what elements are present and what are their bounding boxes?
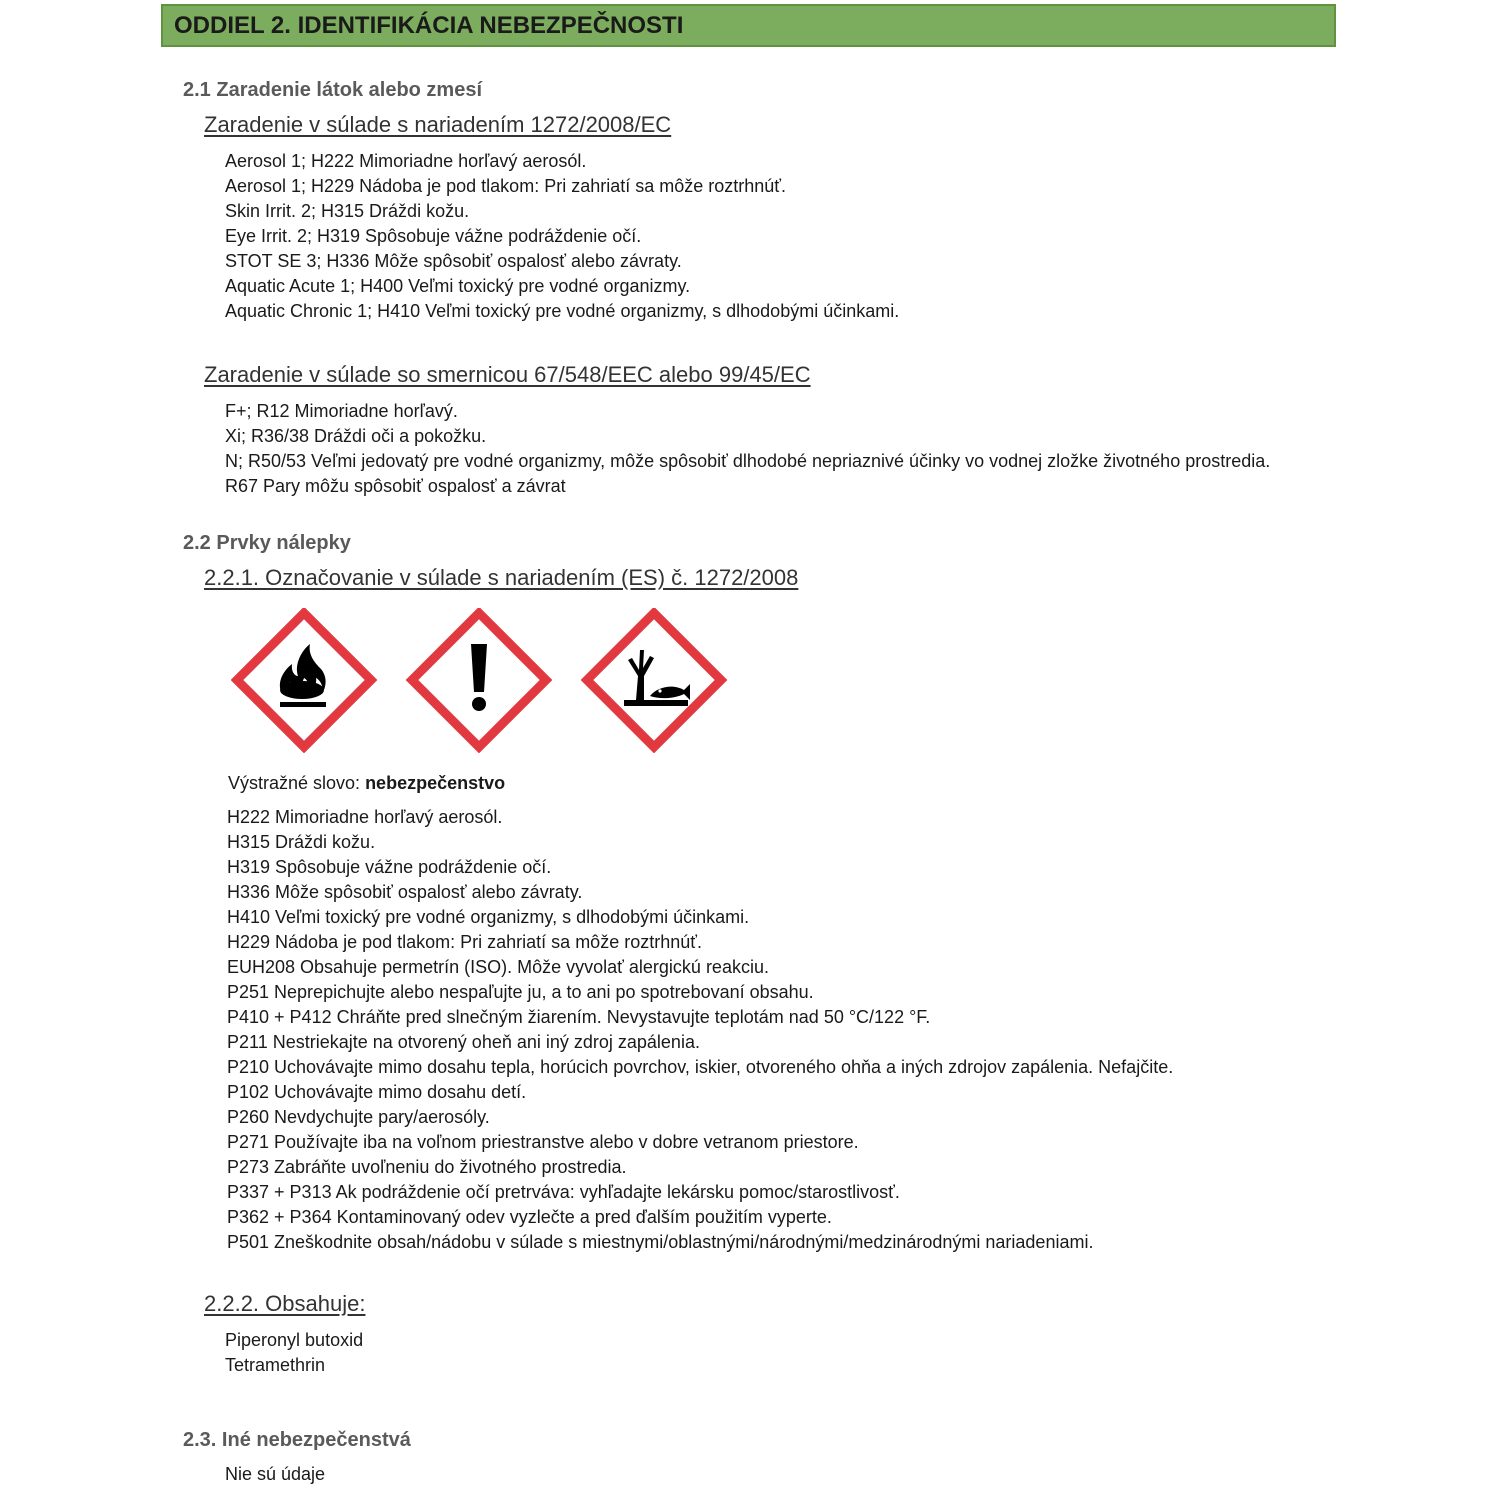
labelling-title: 2.2.1. Označovanie v súlade s nariadením (ES) č. 1272/2008 xyxy=(204,565,799,590)
list-item: H319 Spôsobuje vážne podráždenie očí. xyxy=(227,857,552,877)
flame-icon xyxy=(237,613,371,747)
list-item: P501 Zneškodnite obsah/nádobu v súlade s miestnymi/oblastnými/národnými/medzinárodnými nariadeniami. xyxy=(227,1232,1094,1252)
signal-word-row xyxy=(228,773,505,794)
list-item: P211 Nestriekajte na otvorený oheň ani iný zdroj zapálenia. xyxy=(227,1032,700,1052)
list-item: Aerosol 1; H229 Nádoba je pod tlakom: Pri zahriatí sa môže roztrhnúť. xyxy=(225,176,787,196)
section-2-1-title: 2.1 Zaradenie látok alebo zmesí xyxy=(183,79,483,101)
list-item: H410 Veľmi toxický pre vodné organizmy, s dlhodobými účinkami. xyxy=(227,907,750,927)
list-item: P251 Neprepichujte alebo nespaľujte ju, a to ani po spotrebovaní obsahu. xyxy=(227,982,814,1002)
list-item: H222 Mimoriadne horľavý aerosól. xyxy=(227,807,503,827)
list-item: R67 Pary môžu spôsobiť ospalosť a závrat xyxy=(225,476,566,496)
list-item: Skin Irrit. 2; H315 Dráždi kožu. xyxy=(225,201,470,221)
clp-classification-list xyxy=(225,149,899,324)
list-item: P362 + P364 Kontaminovaný odev vyzlečte a pred ďalším použitím vyperte. xyxy=(227,1207,832,1227)
list-item: H315 Dráždi kožu. xyxy=(227,832,376,852)
list-item: Eye Irrit. 2; H319 Spôsobuje vážne podráždenie očí. xyxy=(225,226,642,246)
section-header: ODDIEL 2. IDENTIFIKÁCIA NEBEZPEČNOSTI xyxy=(161,4,1336,47)
contains-title: 2.2.2. Obsahuje: xyxy=(204,1291,366,1316)
list-item: P410 + P412 Chráňte pred slnečným žiarením. Nevystavujte teplotám nad 50 °C/122 °F. xyxy=(227,1007,931,1027)
list-item: P102 Uchovávajte mimo dosahu detí. xyxy=(227,1082,527,1102)
list-item: STOT SE 3; H336 Môže spôsobiť ospalosť alebo závraty. xyxy=(225,251,682,271)
list-item: Aerosol 1; H222 Mimoriadne horľavý aerosól. xyxy=(225,151,587,171)
list-item: P273 Zabráňte uvoľneniu do životného prostredia. xyxy=(227,1157,627,1177)
environment-icon xyxy=(587,613,721,747)
contains-list xyxy=(225,1328,363,1378)
list-item: Aquatic Acute 1; H400 Veľmi toxický pre vodné organizmy. xyxy=(225,276,691,296)
list-item: Piperonyl butoxid xyxy=(225,1330,364,1350)
list-item: P271 Používajte iba na voľnom priestranstve alebo v dobre vetranom priestore. xyxy=(227,1132,859,1152)
list-item: P337 + P313 Ak podráždenie očí pretrváva: vyhľadajte lekársku pomoc/starostlivosť. xyxy=(227,1182,900,1202)
clp-classification-title: Zaradenie v súlade s nariadením 1272/2008/EC xyxy=(204,112,672,137)
other-hazards-text: Nie sú údaje xyxy=(225,1464,326,1484)
list-item: P260 Nevdychujte pary/aerosóly. xyxy=(227,1107,490,1127)
other-hazards xyxy=(225,1462,325,1487)
list-item: H229 Nádoba je pod tlakom: Pri zahriatí sa môže roztrhnúť. xyxy=(227,932,702,952)
dsd-classification-list xyxy=(225,399,1295,499)
list-item: EUH208 Obsahuje permetrín (ISO). Môže vyvolať alergickú reakciu. xyxy=(227,957,769,977)
ghs-pictograms xyxy=(231,608,731,753)
section-2-3-title: 2.3. Iné nebezpečenstvá xyxy=(183,1429,411,1451)
hazard-precautionary-statements xyxy=(227,805,1173,1255)
section-2-2-title: 2.2 Prvky nálepky xyxy=(183,532,351,554)
list-item: Aquatic Chronic 1; H410 Veľmi toxický pre vodné organizmy, s dlhodobými účinkami. xyxy=(225,301,900,321)
list-item: Tetramethrin xyxy=(225,1355,326,1375)
list-item: H336 Môže spôsobiť ospalosť alebo závraty. xyxy=(227,882,583,902)
signal-word: nebezpečenstvo xyxy=(365,773,506,793)
list-item: Xi; R36/38 Dráždi oči a pokožku. xyxy=(225,426,487,446)
exclamation-icon xyxy=(412,613,546,747)
list-item: F+; R12 Mimoriadne horľavý. xyxy=(225,401,458,421)
dsd-classification-title: Zaradenie v súlade so smernicou 67/548/EEC alebo 99/45/EC xyxy=(204,362,811,387)
list-item: P210 Uchovávajte mimo dosahu tepla, horúcich povrchov, iskier, otvoreného ohňa a iných zdrojov zapálenia. Nefajčite. xyxy=(227,1057,1174,1077)
list-item: N; R50/53 Veľmi jedovatý pre vodné organizmy, môže spôsobiť dlhodobé nepriaznivé účinky vo vodnej zložke životného prostredia. xyxy=(225,451,1271,471)
signal-word-label: Výstražné slovo: xyxy=(228,773,366,793)
